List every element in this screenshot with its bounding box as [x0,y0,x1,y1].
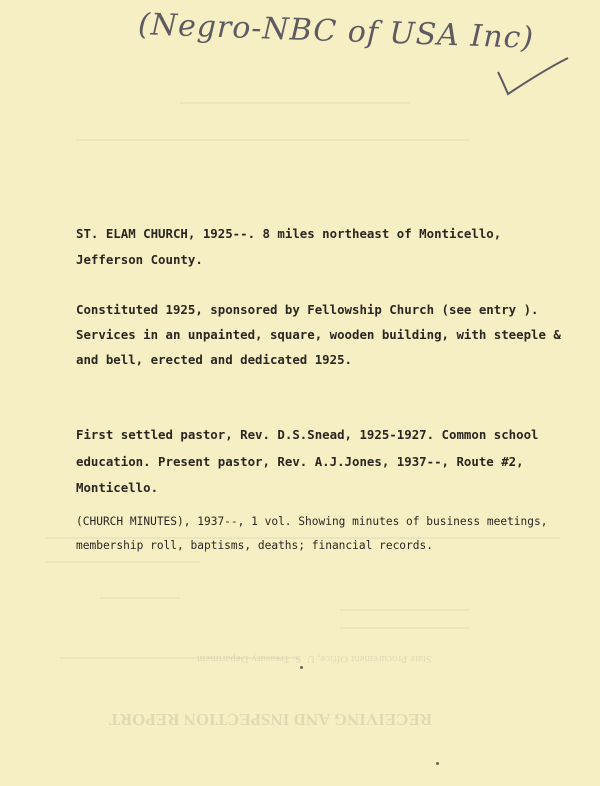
bleed-through-subtitle: State Procurement Office, U. S. Treasury Department [196,653,432,665]
handwritten-annotation: (Negro-NBC of USA Inc) [137,7,535,56]
entry-heading-line-2: Jefferson County. [76,252,203,267]
paper-speck [300,666,303,669]
paragraph-1-line-1: Constituted 1925, sponsored by Fellowship Church (see entry ). [76,302,539,317]
paragraph-1-line-2: Services in an unpainted, square, wooden building, with steeple & [76,327,561,342]
entry-heading-line-1: ST. ELAM CHURCH, 1925--. 8 miles northeast of Monticello, [76,226,502,241]
bleed-through-title: RECEIVING AND INSPECTION REPORT [109,710,432,729]
paragraph-2-line-1: First settled pastor, Rev. D.S.Snead, 1925-1927. Common school [76,427,539,442]
paragraph-2-line-3: Monticello. [76,480,159,495]
paragraph-1-line-3: and bell, erected and dedicated 1925. [76,352,353,367]
check-mark-icon [496,54,570,96]
records-line-2: membership roll, baptisms, deaths; financial records. [76,539,433,552]
records-line-1: (CHURCH MINUTES), 1937--, 1 vol. Showing minutes of business meetings, [76,515,548,528]
paper-speck [436,762,439,765]
paragraph-2-line-2: education. Present pastor, Rev. A.J.Jones, 1937--, Route #2, [76,454,524,469]
